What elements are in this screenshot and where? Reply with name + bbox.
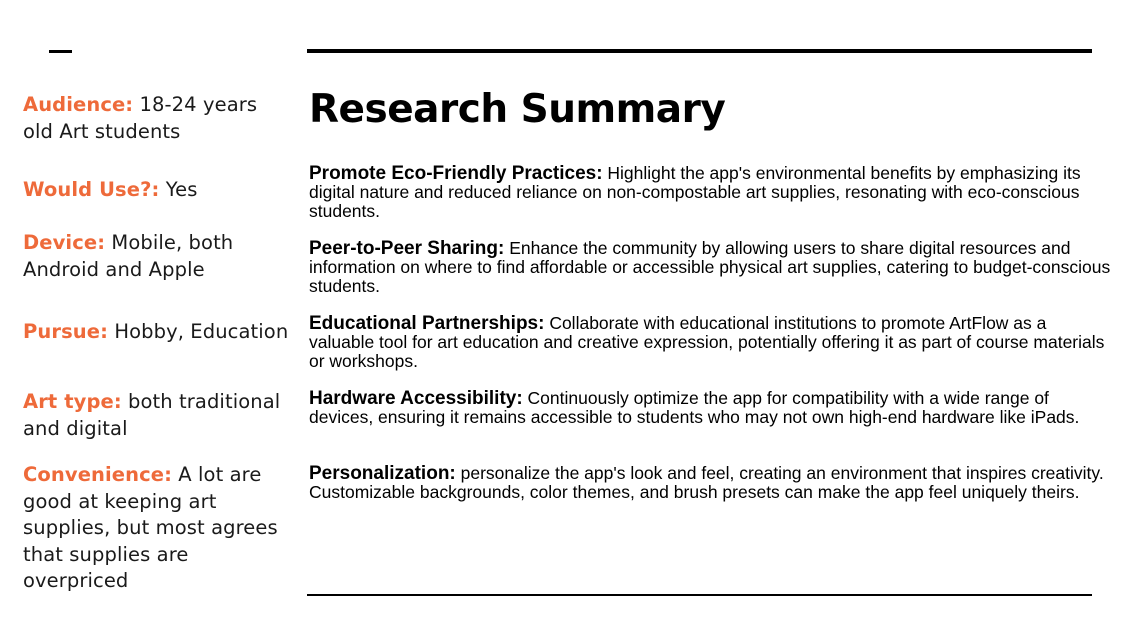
persona-label: Art type:	[23, 390, 122, 413]
summary-point-sharing	[309, 239, 1114, 296]
point-heading: Educational Partnerships:	[309, 313, 545, 334]
persona-device	[23, 230, 291, 283]
point-body: Collaborate with educational institutions to promote ArtFlow as a valuable tool for art education and creative expression, potentially offering it as part of course materials or workshops.	[309, 313, 1105, 371]
persona-value: Hobby, Education	[108, 320, 289, 343]
summary-point-hardware	[309, 389, 1114, 427]
persona-label: Convenience:	[23, 463, 172, 486]
point-heading: Promote Eco-Friendly Practices:	[309, 163, 603, 184]
persona-value: 18-24 years old Art students	[23, 93, 258, 143]
summary-point-eco	[309, 164, 1114, 221]
persona-value: both traditional and digital	[23, 390, 281, 440]
persona-value: Yes	[159, 178, 198, 201]
persona-label: Device:	[23, 231, 106, 254]
page-title: Research Summary	[309, 87, 726, 132]
point-body: Continuously optimize the app for compatibility with a wide range of devices, ensuring it remains accessible to students who may not own high-end hardware like iPads.	[309, 388, 1080, 427]
persona-value: A lot are good at keeping art supplies, but most agrees that supplies are overpriced	[23, 463, 278, 592]
point-body: Enhance the community by allowing users to share digital resources and information on where to find affordable or accessible physical art supplies, catering to budget-conscious students.	[309, 238, 1111, 296]
top-divider	[307, 49, 1092, 53]
summary-point-partnerships	[309, 314, 1114, 371]
persona-label: Audience:	[23, 93, 134, 116]
persona-value: Mobile, both Android and Apple	[23, 231, 234, 281]
decorative-dash	[49, 50, 72, 53]
bottom-divider	[307, 594, 1092, 596]
summary-point-personalization	[309, 464, 1114, 502]
point-body: Highlight the app's environmental benefits by emphasizing its digital nature and reduced reliance on non-compostable art supplies, resonating with eco-conscious students.	[309, 163, 1081, 221]
persona-convenience	[23, 462, 291, 595]
persona-label: Would Use?:	[23, 178, 160, 201]
point-heading: Peer-to-Peer Sharing:	[309, 238, 505, 259]
point-body: personalize the app's look and feel, creating an environment that inspires creativity. Customizable backgrounds, color themes, and brush presets can make the app feel uniquely theirs.	[309, 463, 1104, 502]
persona-audience	[23, 92, 291, 145]
persona-art-type	[23, 389, 291, 442]
persona-pursue	[23, 319, 291, 346]
persona-would-use	[23, 177, 291, 204]
point-heading: Hardware Accessibility:	[309, 388, 523, 409]
persona-label: Pursue:	[23, 320, 109, 343]
point-heading: Personalization:	[309, 463, 456, 484]
